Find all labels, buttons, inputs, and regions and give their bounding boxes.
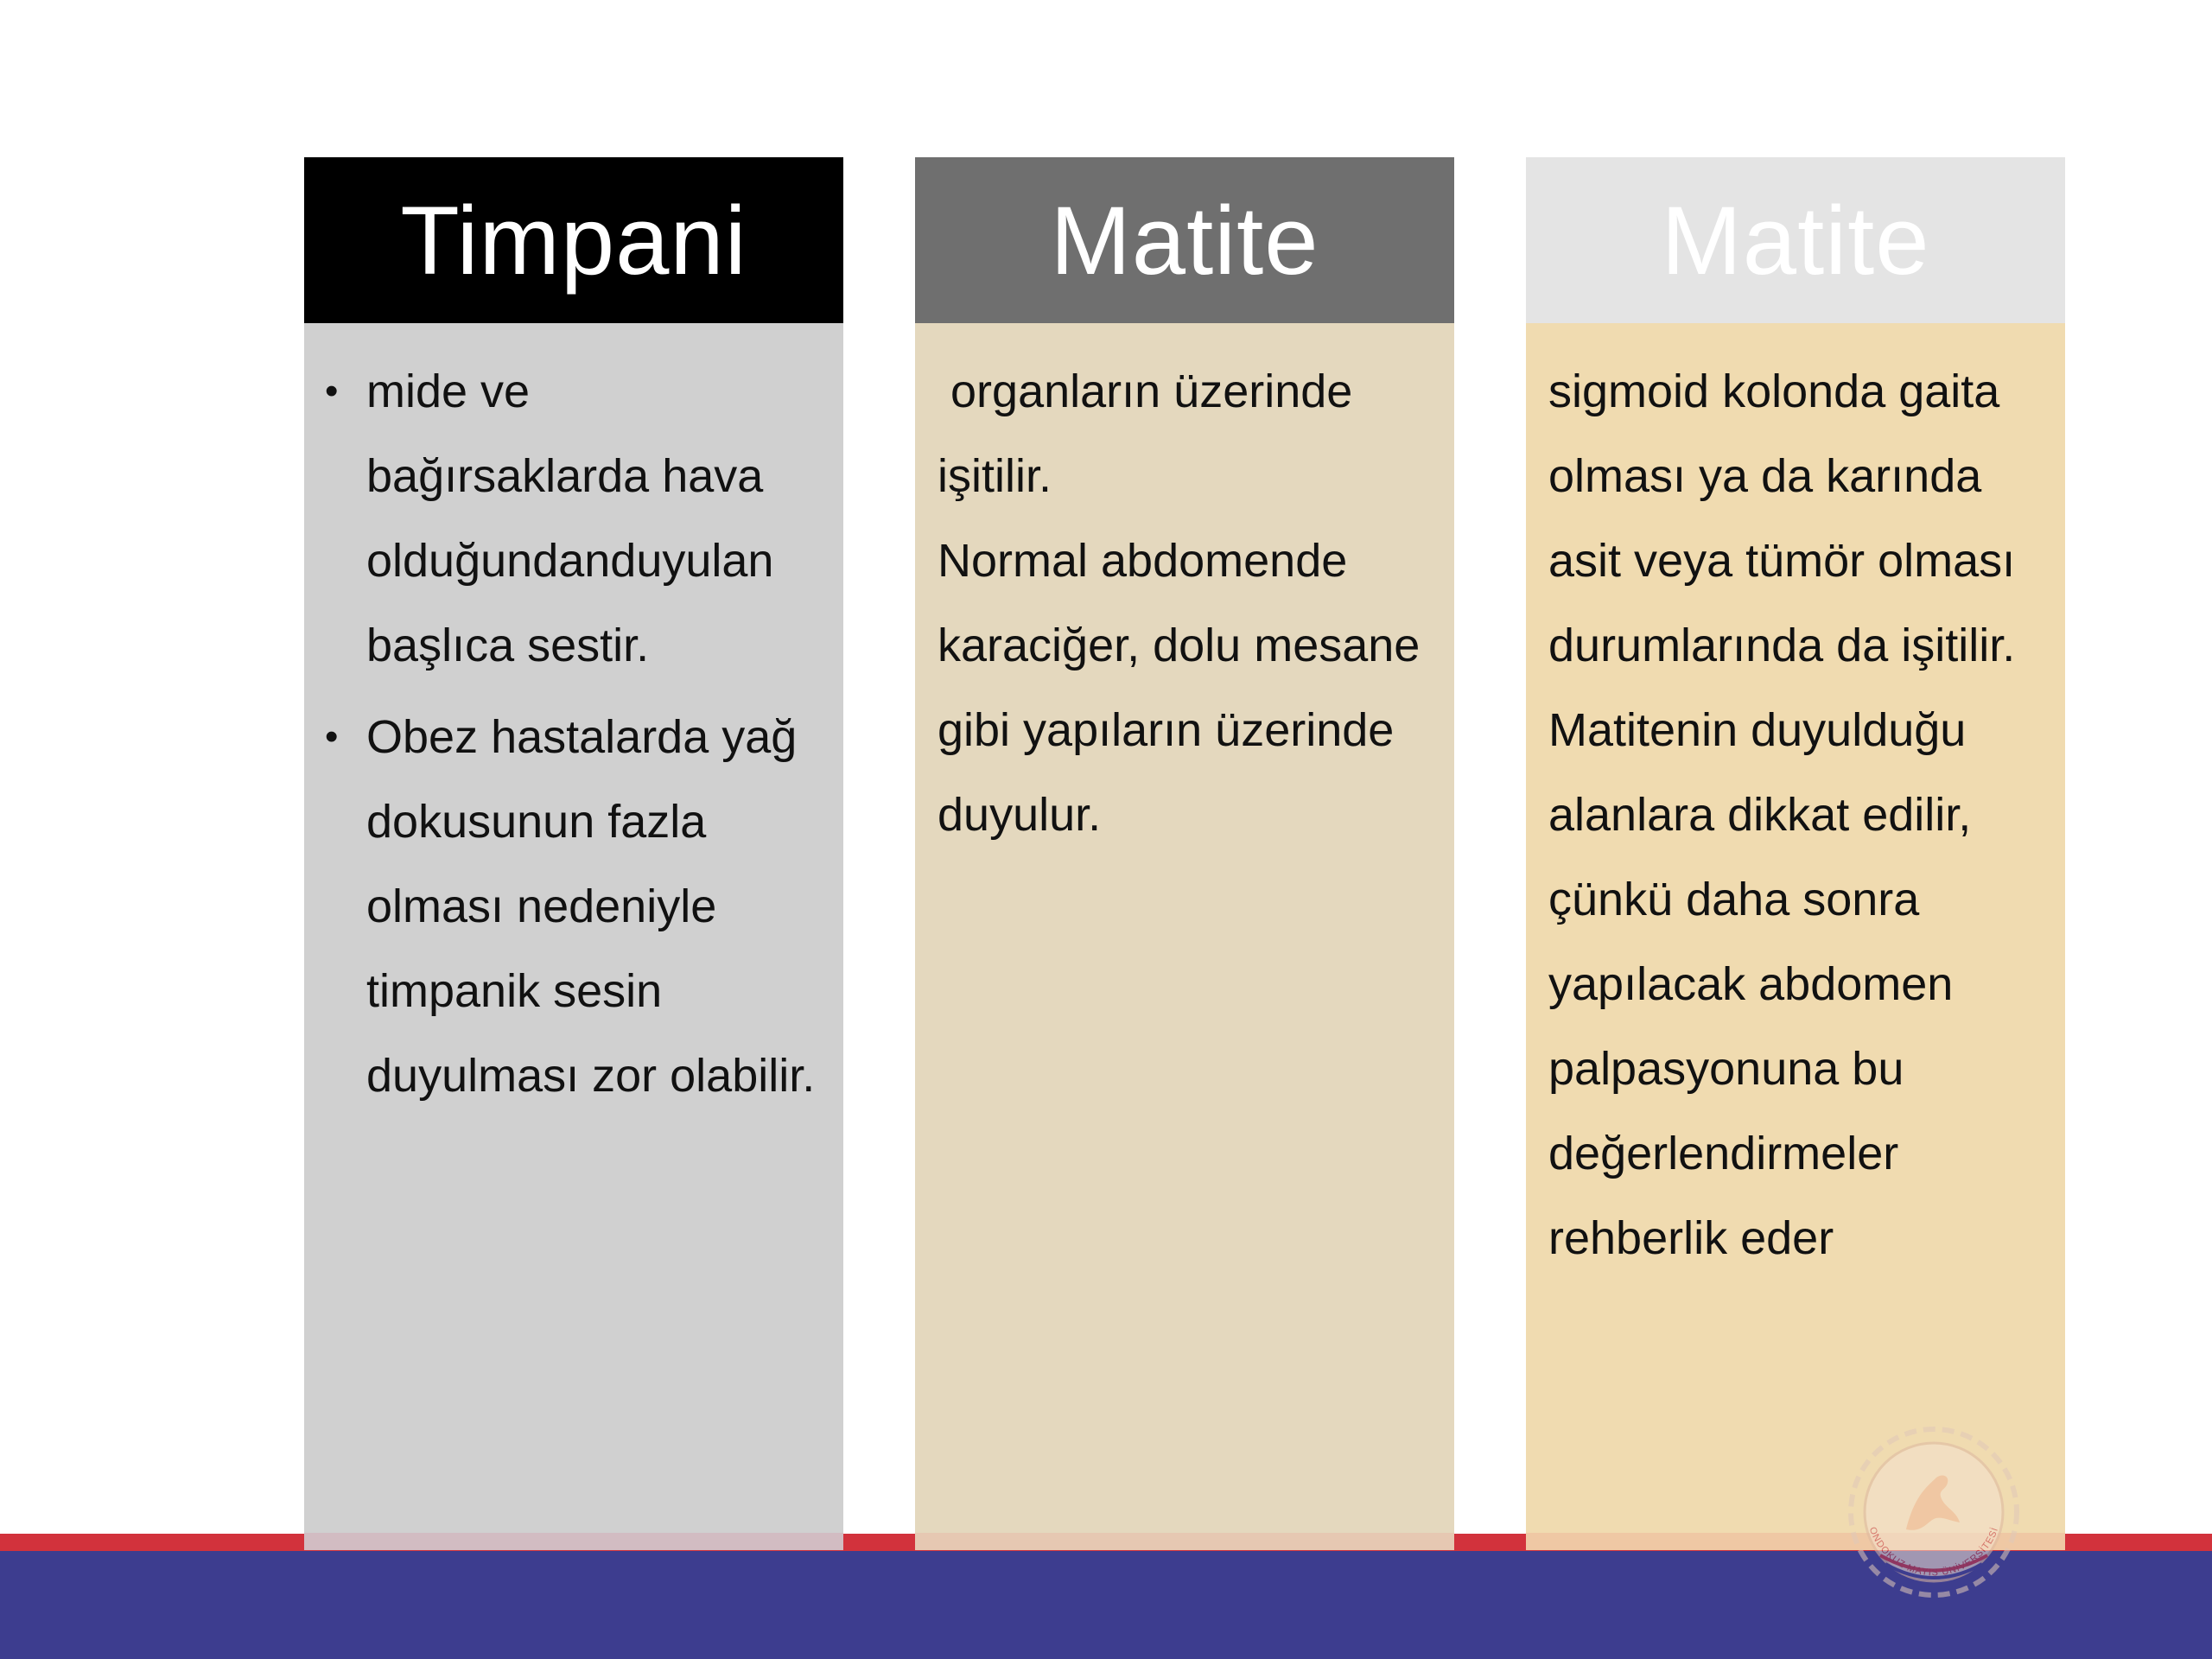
column-header: Matite bbox=[915, 157, 1454, 323]
column-footer-tint bbox=[915, 1533, 1454, 1550]
bullet-item bbox=[304, 695, 843, 1118]
column-matite-2 bbox=[1526, 157, 2065, 1550]
bullet-icon: • bbox=[325, 370, 339, 412]
column-header: Matite bbox=[1526, 157, 2065, 323]
paragraph-block bbox=[915, 349, 1454, 857]
paragraph: Normal abdomende karaciğer, dolu mesane gibi yapıların üzerinde duyulur. bbox=[938, 535, 1421, 841]
column-timpani bbox=[304, 157, 843, 1550]
column-footer-tint bbox=[304, 1533, 843, 1550]
seal-text: ONDOKUZ MAYIS ÜNİVERSİTESİ bbox=[1866, 1525, 2001, 1579]
column-body bbox=[1526, 323, 2065, 1550]
university-seal-icon bbox=[1846, 1426, 2023, 1607]
column-matite-1 bbox=[915, 157, 1454, 1550]
paragraph: organların üzerinde işitilir. bbox=[938, 365, 1366, 502]
bullet-text: Obez hastalarda yağ dokusunun fazla olması nedeniyle timpanik sesin duyulması zor olabilir. bbox=[366, 711, 816, 1102]
bullet-item bbox=[304, 349, 843, 688]
column-body bbox=[915, 323, 1454, 1550]
paragraph: Matitenin duyulduğu alanlara dikkat edilir, çünkü daha sonra yapılacak abdomen palpasyonuna bu değerlendirmeler rehberlik eder bbox=[1548, 704, 1972, 1264]
bullet-list bbox=[304, 349, 843, 1125]
paragraph: sigmoid kolonda gaita olması ya da karında asit veya tümör olması durumlarında da işitilir. bbox=[1548, 365, 2016, 671]
column-header: Timpani bbox=[304, 157, 843, 323]
bullet-icon: • bbox=[325, 715, 339, 758]
bullet-text: mide ve bağırsaklarda hava olduğundanduyulan başlıca sestir. bbox=[366, 365, 774, 671]
column-body bbox=[304, 323, 843, 1550]
paragraph-block bbox=[1526, 349, 2065, 1281]
